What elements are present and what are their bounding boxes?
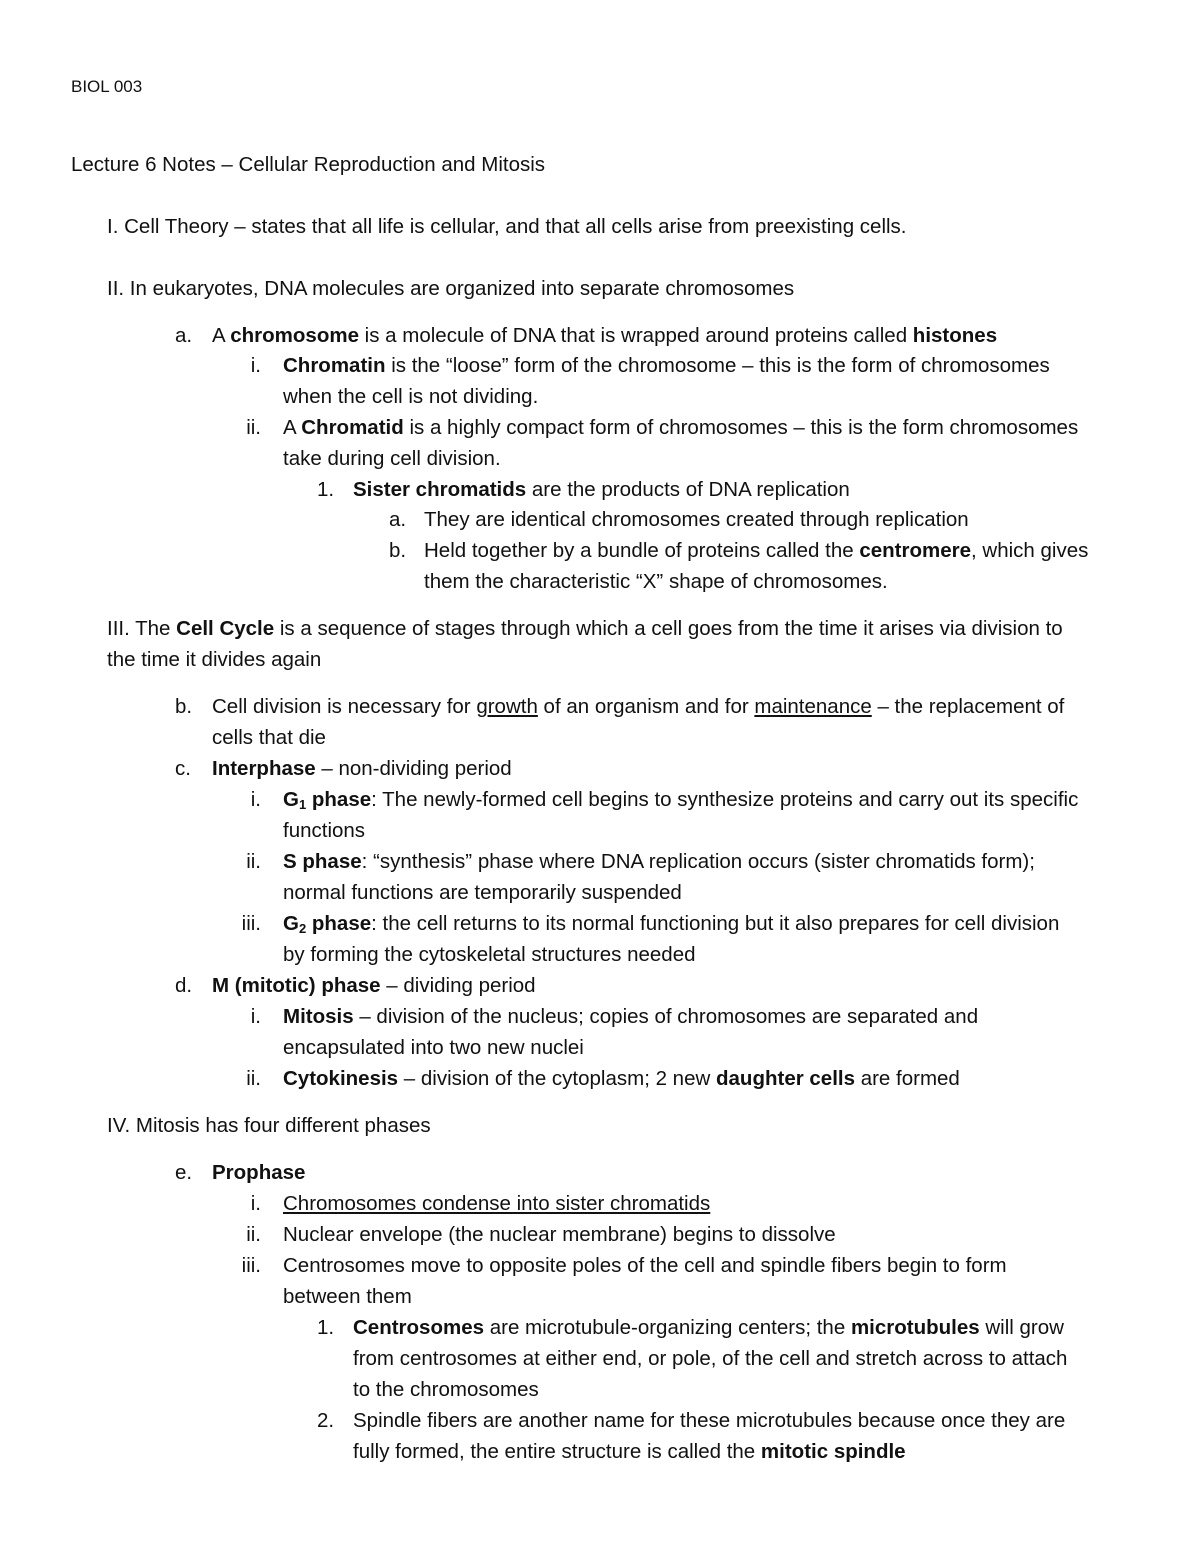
list-marker: i. [250,1005,261,1028]
section-4-label: IV. [107,1114,131,1137]
term-cytokinesis: Cytokinesis [283,1067,399,1090]
list-marker: i. [250,1192,261,1215]
term-mitosis: Mitosis [283,1005,354,1028]
underlined-text: Chromosomes condense into sister chromatids [283,1192,711,1215]
term-maintenance: maintenance [754,695,872,718]
list-marker: b. [175,695,193,718]
list-marker: 1. [317,478,335,501]
list-marker: i. [250,354,261,377]
text-run: fully formed, the entire structure is called the [353,1440,761,1463]
text-run: between them [283,1285,412,1308]
section-1-text: Cell Theory – states that all life is cellular, and that all cells arise from preexisting cells. [124,215,907,238]
text-run: them the characteristic “X” shape of chromosomes. [424,570,888,593]
list-item-3d-i-cont [283,1034,584,1062]
text-run: Spindle fibers are another name for these microtubules because once they are [353,1409,1066,1432]
list-item-4e-iii-2-cont [353,1438,906,1466]
text-run: are microtubule-organizing centers; the [484,1316,851,1339]
text-run: They are identical chromosomes created through replication [424,508,969,531]
section-1 [107,213,907,241]
list-item-2a-ii-1-b-cont [424,568,888,596]
text-run: : The newly-formed cell begins to synthesize proteins and carry out its specific [371,788,1079,811]
text-run: functions [283,819,366,842]
text-run: A [212,324,231,347]
subscript: 2 [298,921,307,936]
list-marker: d. [175,974,193,997]
list-marker: b. [389,539,407,562]
list-item-2a-ii-cont [283,445,501,473]
list-item-3b-cont [212,724,326,752]
list-item-4e-iii-1-cont2 [353,1376,539,1404]
text-run: of an organism and for [537,695,755,718]
term-chromatin: Chromatin [283,354,386,377]
text-run: take during cell division. [283,447,501,470]
term-m-phase: M (mitotic) phase [212,974,381,997]
course-code: BIOL 003 [71,77,143,96]
text-run: The [135,617,177,640]
text-run: phase [306,788,372,811]
list-marker: 1. [317,1316,335,1339]
term-mitotic-spindle: mitotic spindle [760,1440,906,1463]
list-marker: i. [250,788,261,811]
list-item-3c-iii-cont [283,941,696,969]
list-item-3c-ii-cont [283,879,682,907]
course-header [71,73,142,101]
section-2 [107,275,794,303]
list-marker: a. [389,508,407,531]
text-run: will grow [979,1316,1064,1339]
text-run: is a sequence of stages through which a cell goes from the time it arises via division to [274,617,1063,640]
section-3-cont [107,646,321,674]
list-item-2a-i-cont [283,383,538,411]
term-daughter-cells: daughter cells [716,1067,855,1090]
text-run: – dividing period [380,974,536,997]
text-run: when the cell is not dividing. [283,385,539,408]
lecture-title [71,151,545,179]
text-run: Cell division is necessary for [212,695,477,718]
list-marker: iii. [241,1254,261,1277]
text-run: is a molecule of DNA that is wrapped around proteins called [358,324,913,347]
term-s-phase: S phase [283,850,362,873]
subscript: 1 [298,797,307,812]
term-prophase: Prophase [212,1161,306,1184]
text-run: are the products of DNA replication [526,478,850,501]
term-histones: histones [912,324,998,347]
text-run: : “synthesis” phase where DNA replication occurs (sister chromatids form); [361,850,1035,873]
list-marker: iii. [241,912,261,935]
term-growth: growth [476,695,538,718]
text-run: A [283,416,302,439]
list-marker: e. [175,1161,193,1184]
text-run: phase [306,912,372,935]
text-run: are formed [855,1067,960,1090]
text-run: by forming the cytoskeletal structures needed [283,943,696,966]
list-item-3c-i-cont [283,817,365,845]
list-marker: a. [175,324,193,347]
text-run: encapsulated into two new nuclei [283,1036,584,1059]
list-marker: 2. [317,1409,335,1432]
text-run: : the cell returns to its normal functioning but it also prepares for cell division [371,912,1060,935]
text-run: , which gives [971,539,1089,562]
text-run: to the chromosomes [353,1378,539,1401]
text-run: Centrosomes move to opposite poles of the cell and spindle fibers begin to form [283,1254,1007,1277]
section-4 [107,1112,431,1140]
term-centrosomes: Centrosomes [353,1316,485,1339]
section-2-text: In eukaryotes, DNA molecules are organized into separate chromosomes [129,277,795,300]
text-run: Held together by a bundle of proteins called the [424,539,860,562]
term-centromere: centromere [859,539,972,562]
term-cell-cycle: Cell Cycle [176,617,275,640]
section-4-text: Mitosis has four different phases [135,1114,431,1137]
text-run: – division of the nucleus; copies of chromosomes are separated and [353,1005,979,1028]
list-marker: ii. [246,416,261,439]
list-marker: ii. [246,1067,261,1090]
text-run: – non-dividing period [315,757,512,780]
list-marker: c. [175,757,191,780]
section-1-label: I. [107,215,119,238]
term-chromatid: Chromatid [301,416,404,439]
list-item-4e-iii-1-cont [353,1345,1067,1373]
list-item-4e-iii-cont [283,1283,412,1311]
list-marker: ii. [246,1223,261,1246]
title-text: Lecture 6 Notes – Cellular Reproduction and Mitosis [71,153,546,176]
text-run: the time it divides again [107,648,322,671]
text-run: – the replacement of [871,695,1065,718]
section-3 [107,615,1063,643]
text-run: – division of the cytoplasm; 2 new [398,1067,716,1090]
text-run: is the “loose” form of the chromosome – this is the form of chromosomes [385,354,1050,377]
term-g-phase: G [283,788,299,811]
list-marker: ii. [246,850,261,873]
term-microtubules: microtubules [850,1316,980,1339]
term-sister-chromatids: Sister chromatids [353,478,527,501]
text-run: is a highly compact form of chromosomes – this is the form chromosomes [403,416,1079,439]
section-3-label: III. [107,617,130,640]
text-run: from centrosomes at either end, or pole, of the cell and stretch across to attach [353,1347,1068,1370]
term-chromosome: chromosome [230,324,359,347]
term-g2-phase: G [283,912,299,935]
text-run: normal functions are temporarily suspended [283,881,682,904]
term-interphase: Interphase [212,757,316,780]
text-run: cells that die [212,726,326,749]
text-run: Nuclear envelope (the nuclear membrane) begins to dissolve [283,1223,836,1246]
section-2-label: II. [107,277,125,300]
